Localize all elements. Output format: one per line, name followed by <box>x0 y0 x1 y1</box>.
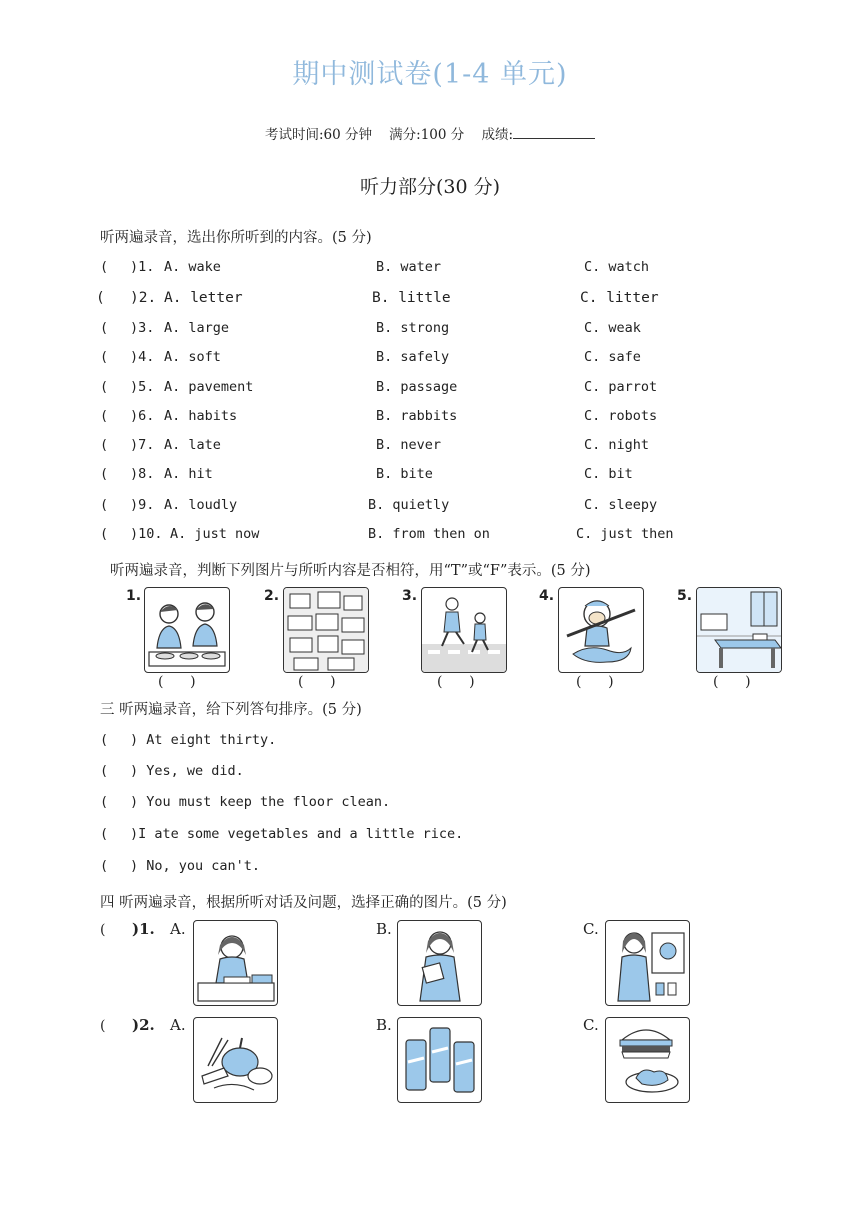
question-number: )3. <box>130 320 155 336</box>
option-b: B. water <box>376 259 442 275</box>
answer-blank[interactable]: ( ) <box>713 674 751 690</box>
question-number: )1. <box>132 920 155 938</box>
question-row <box>0 437 860 457</box>
answer-row <box>0 858 860 878</box>
question-number: )4. <box>130 349 155 365</box>
answer-bracket[interactable]: ( <box>100 497 109 513</box>
children-crossing-street-picture <box>421 587 507 673</box>
answer-bracket[interactable]: ( <box>100 922 106 938</box>
answer-bracket[interactable]: ( <box>100 763 109 779</box>
picture-number: 5. <box>677 588 693 604</box>
option-b: B. strong <box>376 320 450 336</box>
answer-text: ) You must keep the floor clean. <box>130 794 391 810</box>
page-title: 期中测试卷(1-4 单元) <box>292 59 568 90</box>
option-c: C. night <box>584 437 650 453</box>
option-b: B. little <box>372 290 451 306</box>
girl-writing-picture <box>193 920 278 1006</box>
clean-room-picture <box>696 587 782 673</box>
option-c: C. watch <box>584 259 650 275</box>
question-row <box>0 379 860 399</box>
girl-reading-picture <box>397 920 482 1006</box>
picture-number: 3. <box>402 588 418 604</box>
question-row <box>0 497 860 517</box>
section3-instruction: 三 听两遍录音，给下列答句排序。(5 分) <box>100 702 362 718</box>
option-a: A. just now <box>170 526 260 542</box>
answer-row <box>0 763 860 783</box>
option-a: A. letter <box>164 290 243 306</box>
answer-blank[interactable]: ( ) <box>576 674 614 690</box>
answer-bracket[interactable]: ( <box>100 349 109 365</box>
monkey-king-picture <box>558 587 644 673</box>
picture-number: 4. <box>539 588 555 604</box>
answer-text: )I ate some vegetables and a little rice. <box>130 826 464 842</box>
full-score: 满分:100 分 <box>389 127 465 143</box>
picture-number: 1. <box>126 588 142 604</box>
option-b: B. bite <box>376 466 433 482</box>
answer-bracket[interactable]: ( <box>100 466 109 482</box>
question-number: )6. <box>130 408 155 424</box>
option-label: B. <box>376 920 392 938</box>
option-label: A. <box>170 920 186 938</box>
option-c: C. parrot <box>584 379 658 395</box>
answer-blank[interactable]: ( ) <box>437 674 475 690</box>
section4-instruction: 四 听两遍录音，根据所听对话及问题，选择正确的图片。(5 分) <box>100 895 507 911</box>
exam-time: 考试时间:60 分钟 <box>264 127 372 143</box>
answer-bracket[interactable]: ( <box>100 794 109 810</box>
exam-info <box>0 123 860 143</box>
option-c: C. weak <box>584 320 641 336</box>
question-row <box>0 408 860 428</box>
question-number: )9. <box>130 497 155 513</box>
option-c: C. sleepy <box>584 497 658 513</box>
option-b: B. from then on <box>368 526 490 542</box>
option-b: B. never <box>376 437 442 453</box>
question-row <box>0 290 860 310</box>
section-heading-listening: 听力部分(30 分) <box>359 176 501 198</box>
answer-bracket[interactable]: ( <box>100 259 109 275</box>
option-c: C. bit <box>584 466 633 482</box>
option-label: B. <box>376 1016 392 1034</box>
result-blank[interactable] <box>513 126 595 139</box>
option-c: C. just then <box>576 526 674 542</box>
option-label: A. <box>170 1016 186 1034</box>
vegetables-picture <box>193 1017 278 1103</box>
question-number: )7. <box>130 437 155 453</box>
question-number: )2. <box>130 290 157 306</box>
question-row <box>0 259 860 279</box>
question-number: )1. <box>130 259 155 275</box>
option-c: C. safe <box>584 349 641 365</box>
option-b: B. passage <box>376 379 458 395</box>
section2-instruction: 听两遍录音，判断下列图片与所听内容是否相符，用“T”或“F”表示。(5 分) <box>110 563 591 579</box>
answer-bracket[interactable]: ( <box>100 408 109 424</box>
option-a: A. habits <box>164 408 238 424</box>
answer-bracket[interactable]: ( <box>96 290 105 306</box>
option-c: C. robots <box>584 408 658 424</box>
option-a: A. pavement <box>164 379 254 395</box>
option-a: A. loudly <box>164 497 238 513</box>
answer-bracket[interactable]: ( <box>100 437 109 453</box>
answer-bracket[interactable]: ( <box>100 826 109 842</box>
hamburger-chicken-picture <box>605 1017 690 1103</box>
answer-bracket[interactable]: ( <box>100 732 109 748</box>
question-row <box>0 466 860 486</box>
answer-text: ) Yes, we did. <box>130 763 244 779</box>
answer-row <box>0 732 860 752</box>
answer-bracket[interactable]: ( <box>100 858 109 874</box>
question-row <box>0 526 860 546</box>
question-number: )5. <box>130 379 155 395</box>
answer-bracket[interactable]: ( <box>100 320 109 336</box>
option-a: A. late <box>164 437 221 453</box>
answer-blank[interactable]: ( ) <box>298 674 336 690</box>
question-number: )8. <box>130 466 155 482</box>
section1-instruction: 听两遍录音，选出你所听到的内容。(5 分) <box>100 230 372 246</box>
option-a: A. wake <box>164 259 221 275</box>
option-label: C. <box>583 920 599 938</box>
picture-number: 2. <box>264 588 280 604</box>
result-label: 成绩: <box>481 127 514 143</box>
option-a: A. soft <box>164 349 221 365</box>
answer-row <box>0 826 860 846</box>
option-b: B. safely <box>376 349 450 365</box>
option-b: B. rabbits <box>376 408 458 424</box>
girl-painting-picture <box>605 920 690 1006</box>
answer-bracket[interactable]: ( <box>100 526 109 542</box>
question-row <box>0 349 860 369</box>
option-b: B. quietly <box>368 497 450 513</box>
option-a: A. hit <box>164 466 213 482</box>
traffic-jam-picture <box>283 587 369 673</box>
answer-bracket[interactable]: ( <box>100 379 109 395</box>
option-label: C. <box>583 1016 599 1034</box>
two-boys-eating-picture <box>144 587 230 673</box>
answer-row <box>0 794 860 814</box>
question-row <box>0 320 860 340</box>
option-a: A. large <box>164 320 230 336</box>
option-c: C. litter <box>580 290 659 306</box>
question-number: )2. <box>132 1016 155 1034</box>
question-number: )10. <box>130 526 163 542</box>
answer-bracket[interactable]: ( <box>100 1018 106 1034</box>
drink-cans-picture <box>397 1017 482 1103</box>
answer-text: ) No, you can't. <box>130 858 261 874</box>
answer-blank[interactable]: ( ) <box>158 674 196 690</box>
answer-text: ) At eight thirty. <box>130 732 277 748</box>
